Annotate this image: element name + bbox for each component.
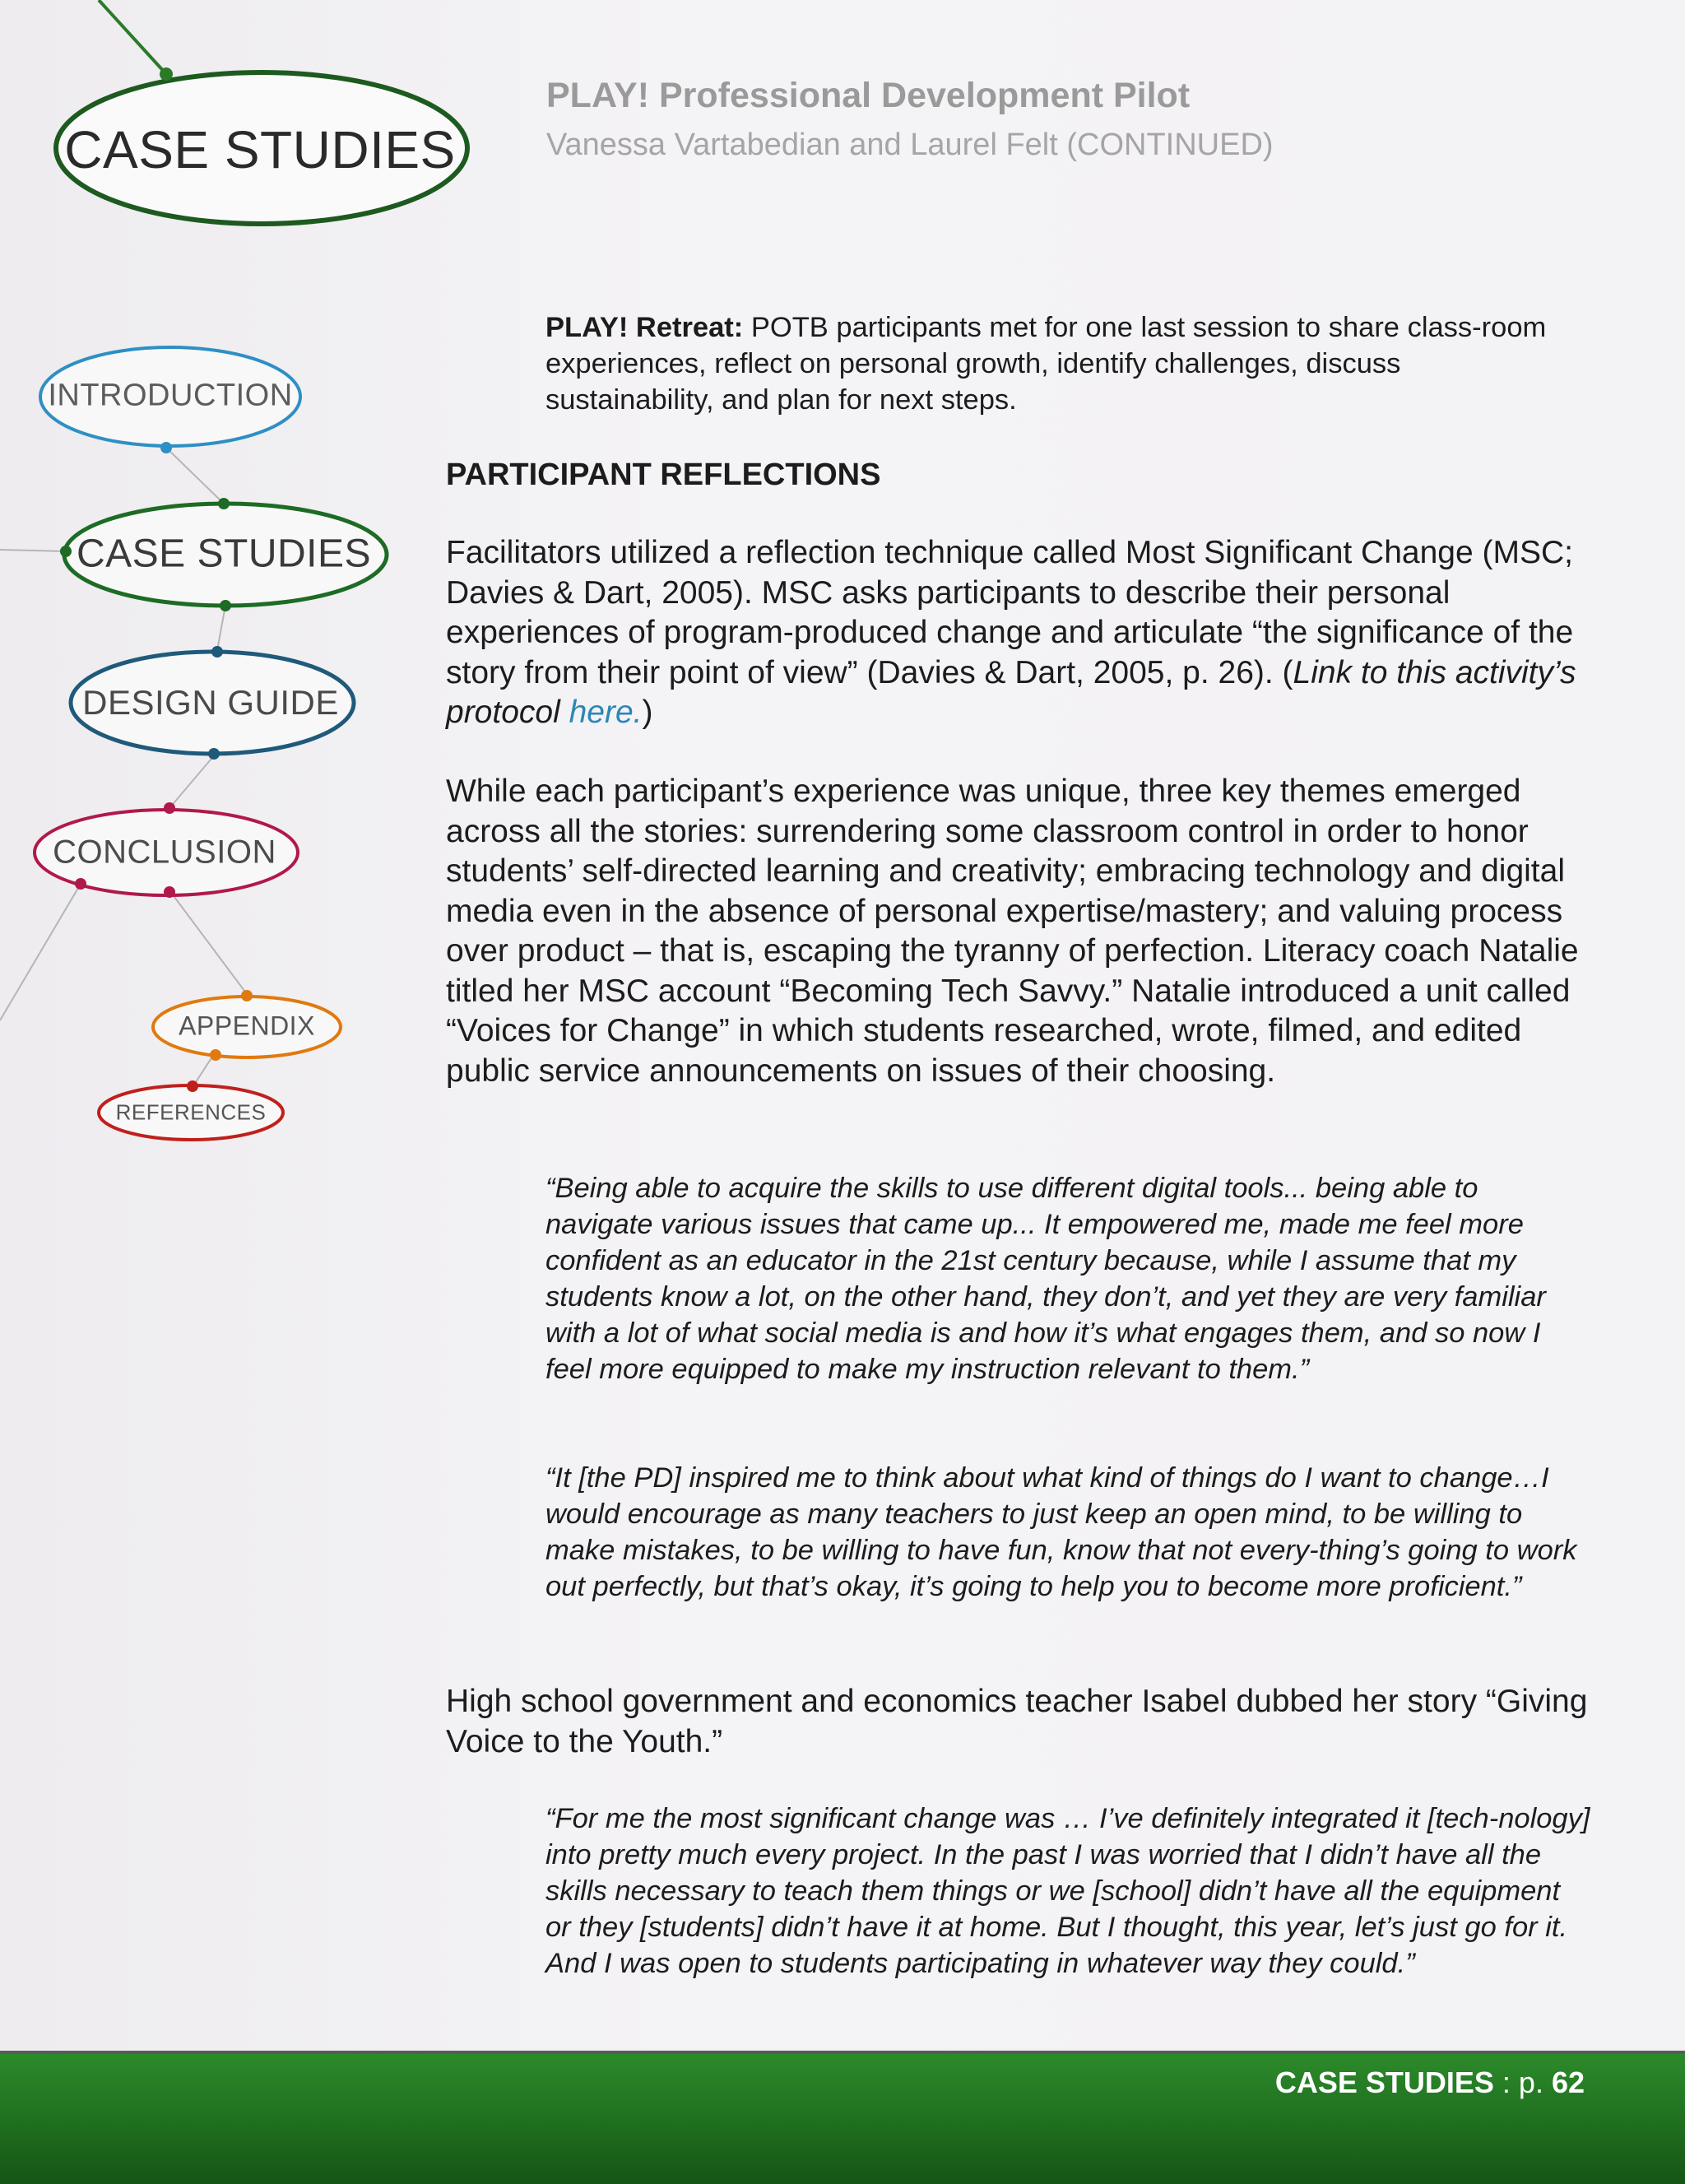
footer-page-label (1275, 2066, 1585, 2100)
paragraph-isabel: High school government and economics teacher Isabel dubbed her story “Giving Voice to the Youth.” (446, 1684, 1588, 1759)
paragraph-themes: While each participant’s experience was unique, three key themes emerged across all the stories: surrendering some classroom control in order to honor students’ self-directed learning and creativity; embracing technology and digital media even in the absence of personal expertise/mastery; and valuing process over product – that is, escaping the tyranny of perfection. Literacy coach Natalie titled her MSC account “Becoming Tech Savvy.” Natalie introduced a unit called “Voices for Change” in which students researched, wrote, filmed, and edited public service announcements on issues of their choosing. (446, 774, 1579, 1089)
retreat-lead: PLAY! Retreat: (545, 312, 744, 343)
page-subtitle: Vanessa Vartabedian and Laurel Felt (CONTINUED) (546, 128, 1274, 162)
quote-natalie-1: “Being able to acquire the skills to use different digital tools... being able to navigate various issues that came up... It empowered me, made me feel more confident as an educator in the 21st century because, while I assume that my students know a lot, on the other hand, they don’t, and yet they are very familiar with a lot of what social media is and how it’s what engages them, and so now I feel more equipped to make my instruction relevant to them.” (545, 1173, 1546, 1385)
section-heading: PARTICIPANT REFLECTIONS (446, 458, 881, 492)
nav-item-case-studies[interactable]: CASE STUDIES (76, 532, 372, 576)
nav-item-appendix[interactable]: APPENDIX (179, 1011, 315, 1041)
footer-section: CASE STUDIES (1274, 2066, 1494, 2099)
paragraph-msc-text: Facilitators utilized a reflection technique called Most Significant Change (MSC; Davies & Dart, 2005). MSC asks participants to describe their personal experiences of program-produced change and articulate “the significance of the story from their point of view” (Davies & Dart, 2005, p. 26). ( (446, 535, 1574, 690)
quote-isabel: “For me the most significant change was … I’ve definitely integrated it [tech-nology] into pretty much every project. In the past I was worried that I didn’t have all the skills necessary to teach them things or we [school] didn’t have all the equipment or they [students] didn’t have it at home. But I thought, this year, let’s just go for it. And I was open to students participating in whatever way they could.” (545, 1803, 1590, 1979)
retreat-text: POTB participants met for one last session to share class-room experiences, reflect on personal growth, identify challenges, discuss sustainability, and plan for next steps. (545, 312, 1547, 416)
retreat-paragraph (545, 309, 1566, 418)
protocol-italic: Link to this activity’s protocol (446, 654, 1576, 730)
quote-natalie-2: “It [the PD] inspired me to think about what kind of things do I want to change…I would encourage as many teachers to just keep an open mind, to be willing to make mistakes, to be willing to have fun, know that not every-thing’s going to work out perfectly, but that’s okay, it’s going to help you to become more proficient.” (545, 1462, 1577, 1602)
footer-page-number: 62 (1551, 2066, 1585, 2099)
nav-item-design-guide[interactable]: DESIGN GUIDE (82, 683, 339, 722)
paragraph-msc-close: ) (642, 695, 653, 730)
paragraph-msc (446, 533, 1598, 733)
protocol-link[interactable]: here. (569, 695, 643, 730)
nav-item-conclusion[interactable]: CONCLUSION (53, 834, 276, 871)
page-title: PLAY! Professional Development Pilot (546, 76, 1191, 115)
nav-item-references[interactable]: REFERENCES (115, 1099, 267, 1125)
footer-separator: : p. (1493, 2066, 1552, 2099)
nav-item-introduction[interactable]: INTRODUCTION (48, 378, 293, 413)
header-badge-label: CASE STUDIES (64, 120, 456, 179)
